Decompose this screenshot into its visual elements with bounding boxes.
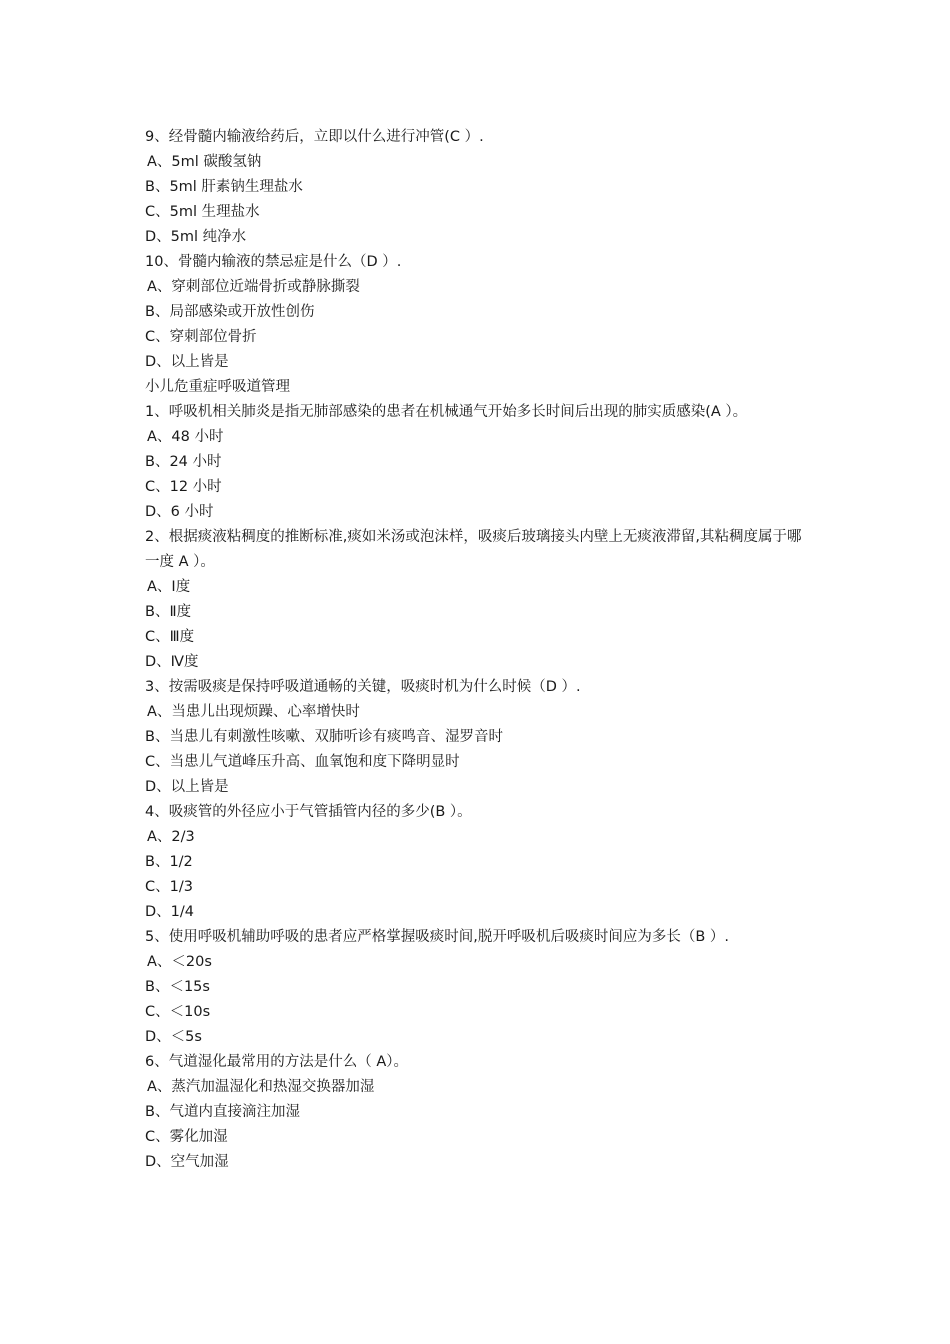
option-d: D、5ml 纯净水 [145, 229, 247, 245]
option-c: C、当患儿气道峰压升高、血氧饱和度下降明显时 [145, 754, 460, 770]
option-a: A、＜20s [147, 954, 212, 970]
option-b: B、1/2 [145, 854, 193, 870]
option-a: A、Ⅰ度 [147, 579, 191, 595]
option-d: D、空气加湿 [145, 1154, 229, 1170]
option-a: A、蒸汽加温湿化和热湿交换器加湿 [147, 1079, 375, 1095]
option-b: B、＜15s [145, 979, 210, 995]
question-6: 6、气道湿化最常用的方法是什么（ A）。 [145, 1054, 409, 1070]
option-b: B、当患儿有刺激性咳嗽、双肺听诊有痰鸣音、湿罗音时 [145, 729, 503, 745]
option-b: B、5ml 肝素钠生理盐水 [145, 179, 303, 195]
section-heading: 小儿危重症呼吸道管理 [145, 379, 290, 395]
option-b: B、24 小时 [145, 454, 222, 470]
option-d: D、6 小时 [145, 504, 214, 520]
question-3: 3、按需吸痰是保持呼吸道通畅的关键，吸痰时机为什么时候（D ）. [145, 679, 581, 695]
option-c: C、12 小时 [145, 479, 222, 495]
option-c: C、Ⅲ度 [145, 629, 195, 645]
option-a: A、穿刺部位近端骨折或静脉撕裂 [147, 279, 360, 295]
option-c: C、穿刺部位骨折 [145, 329, 257, 345]
option-c: C、1/3 [145, 879, 193, 895]
option-c: C、雾化加湿 [145, 1129, 228, 1145]
option-d: D、以上皆是 [145, 354, 229, 370]
option-d: D、以上皆是 [145, 779, 229, 795]
option-d: D、＜5s [145, 1029, 202, 1045]
option-a: A、5ml 碳酸氢钠 [147, 154, 262, 170]
question-9: 9、经骨髓内输液给药后，立即以什么进行冲管(C ）. [145, 129, 484, 145]
option-a: A、2/3 [147, 829, 195, 845]
option-d: D、Ⅳ度 [145, 654, 199, 670]
question-5: 5、使用呼吸机辅助呼吸的患者应严格掌握吸痰时间,脱开呼吸机后吸痰时间应为多长（B ）. [145, 929, 729, 945]
option-b: B、气道内直接滴注加湿 [145, 1104, 300, 1120]
option-b: B、局部感染或开放性创伤 [145, 304, 315, 320]
question-2: 2、根据痰液粘稠度的推断标准,痰如米汤或泡沫样，吸痰后玻璃接头内壁上无痰液滞留,其粘稠度属于哪一度 A ）。 [145, 529, 802, 570]
option-a: A、48 小时 [147, 429, 224, 445]
question-10: 10、骨髓内输液的禁忌症是什么（D ）. [145, 254, 402, 270]
question-1: 1、呼吸机相关肺炎是指无肺部感染的患者在机械通气开始多长时间后出现的肺实质感染(A ）。 [145, 404, 748, 420]
option-d: D、1/4 [145, 904, 195, 920]
question-4: 4、吸痰管的外径应小于气管插管内径的多少(B ）。 [145, 804, 472, 820]
option-a: A、当患儿出现烦躁、心率增快时 [147, 704, 360, 720]
option-c: C、＜10s [145, 1004, 211, 1020]
option-b: B、Ⅱ度 [145, 604, 192, 620]
document-body [145, 125, 810, 1175]
option-c: C、5ml 生理盐水 [145, 204, 260, 220]
